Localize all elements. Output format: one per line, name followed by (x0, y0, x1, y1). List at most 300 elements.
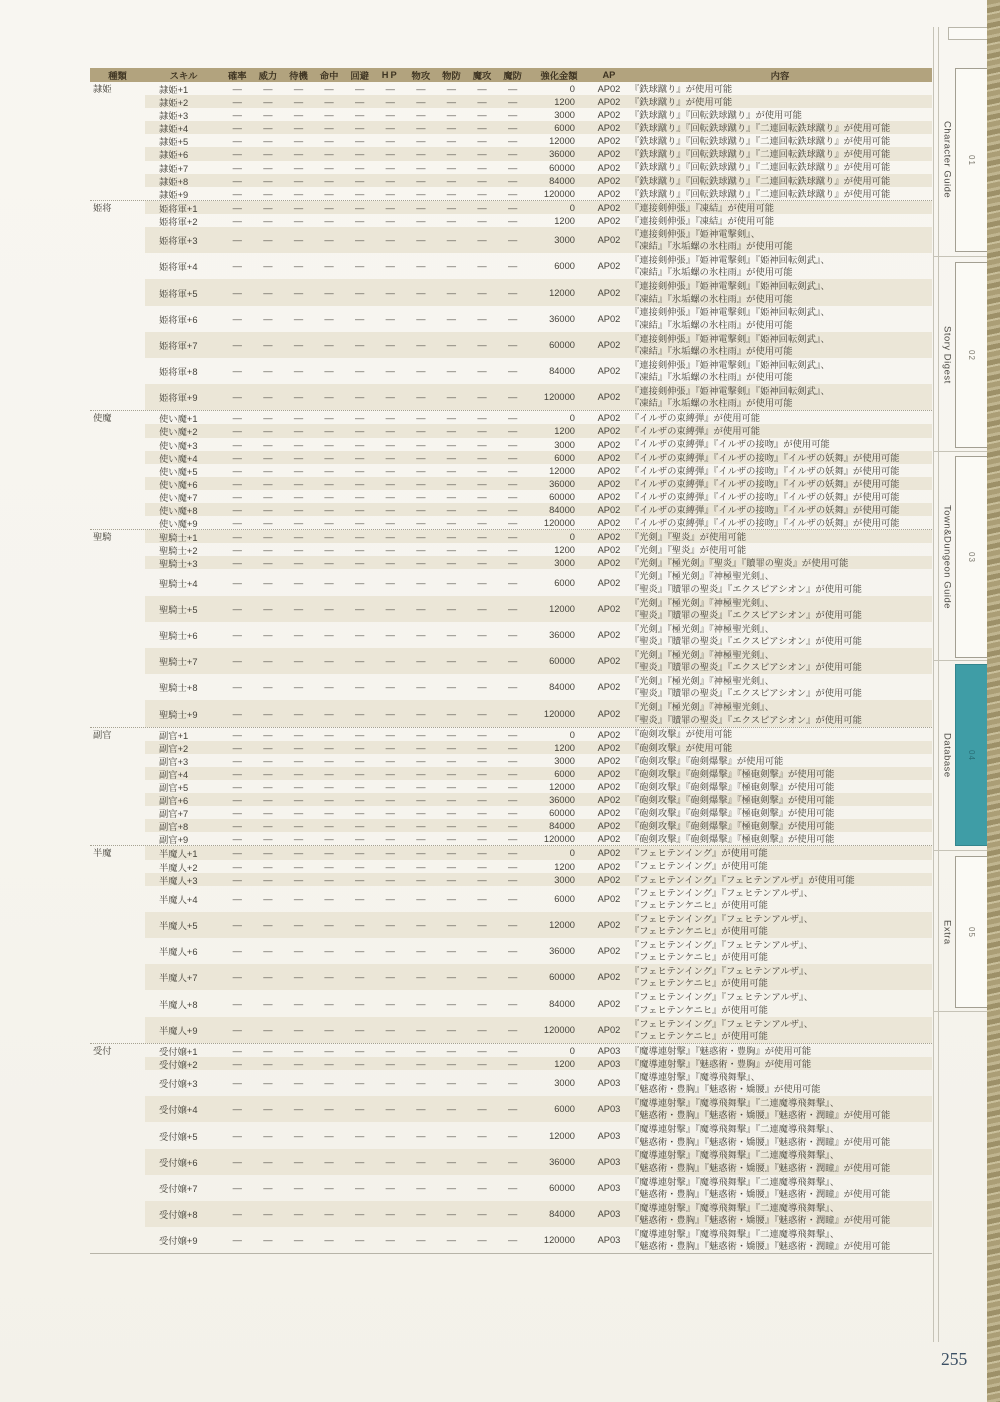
stat-cell: — (263, 175, 273, 186)
content-line: 『フェヒテンイング』『フェヒテンアルザ』、 (629, 992, 813, 1003)
stat-cell: — (324, 518, 334, 529)
ap-cell: AP03 (597, 1182, 621, 1193)
stat-cell: — (293, 366, 304, 377)
stat-cell: — (355, 1024, 365, 1035)
cost-cell: 0 (569, 84, 575, 94)
table-row (145, 174, 932, 187)
tab-separator (933, 660, 991, 661)
stat-cell: — (232, 603, 242, 614)
cost-cell: 60000 (549, 1182, 575, 1193)
stat-cell: — (232, 491, 242, 502)
stat-cell: — (355, 893, 365, 904)
stat-cell: — (416, 1045, 426, 1056)
cost-cell: 84000 (549, 821, 575, 832)
stat-cell: — (446, 1045, 457, 1056)
stat-cell: — (446, 215, 457, 226)
content-cell (628, 833, 932, 845)
stat-cell: — (232, 834, 242, 845)
stat-cell: — (232, 1182, 242, 1193)
stat-cell: — (355, 505, 365, 515)
skill-cell: 聖騎士+7 (159, 657, 198, 668)
stat-cell: — (355, 558, 365, 569)
stat-cell: — (324, 768, 334, 779)
stat-cell: — (416, 366, 426, 377)
skill-cell: 受付嬢+1 (159, 1046, 198, 1057)
stat-cell: — (416, 413, 426, 424)
stat-cell: — (507, 577, 518, 588)
stat-cell: — (446, 848, 457, 859)
stat-cell: — (355, 1235, 365, 1246)
content-line: 『鉄球蹴り』『回転鉄球蹴り』『二連回転鉄球蹴り』が使用可能 (629, 188, 891, 199)
content-line: 『連接剣伸張』『姫神電撃剣』『姫神回転剣武』、 (629, 307, 830, 318)
content-cell (628, 148, 932, 160)
content-line: 『魔導連射撃』『魅惑術・豊胸』が使用可能 (629, 1058, 812, 1069)
stat-cell: — (293, 821, 304, 832)
stat-cell: — (355, 848, 365, 859)
ap-cell: AP02 (597, 439, 621, 450)
skill-cell: 半魔人+4 (159, 894, 198, 905)
content-line: 『魔導連射撃』『魔導飛舞撃』『二連魔導飛舞撃』、 (629, 1229, 840, 1240)
tab-number-box (955, 664, 988, 846)
content-cell (628, 781, 932, 793)
content-line: 『聖炎』『贖罪の聖炎』『エクスピアシオン』が使用可能 (629, 609, 862, 620)
stat-cell: — (293, 558, 304, 569)
stat-cell: — (263, 682, 273, 693)
cost-cell: 1200 (554, 545, 575, 556)
stat-cell: — (416, 235, 426, 246)
ap-cell: AP02 (597, 781, 621, 792)
stat-cell: — (355, 1058, 365, 1069)
content-line: 『鉄球蹴り』『回転鉄球蹴り』『二連回転鉄球蹴り』が使用可能 (629, 175, 891, 186)
stat-cell: — (446, 478, 457, 489)
stat-cell: — (324, 175, 334, 186)
content-line: 『砲剣攻撃』『砲剣爆撃』が使用可能 (629, 755, 784, 766)
stat-cell: — (232, 1130, 242, 1141)
stat-cell: — (385, 175, 395, 186)
ap-cell: AP03 (597, 1130, 621, 1141)
stat-cell: — (507, 545, 518, 556)
stat-cell: — (446, 545, 457, 556)
stat-cell: — (385, 1209, 395, 1220)
stat-cell: — (477, 392, 487, 403)
content-line: 『光剣』『極光剣』『神極聖光剣』、 (629, 649, 775, 660)
skill-cell: 姫将軍+6 (159, 314, 198, 325)
stat-cell: — (416, 603, 426, 614)
table-row (145, 596, 932, 622)
skill-cell: 副官+8 (159, 822, 189, 833)
ap-cell: AP02 (597, 998, 621, 1009)
table-row (145, 121, 932, 134)
content-cell (628, 820, 932, 832)
stat-cell: — (232, 188, 242, 199)
stat-cell: — (446, 795, 457, 806)
stat-cell: — (416, 1156, 426, 1167)
cost-cell: 84000 (549, 505, 575, 515)
stat-cell: — (293, 1104, 304, 1115)
stat-cell: — (477, 998, 487, 1009)
stat-cell: — (324, 1209, 334, 1220)
ap-cell: AP02 (597, 946, 621, 957)
stat-cell: — (324, 439, 334, 450)
cost-cell: 1200 (554, 742, 575, 753)
stat-cell: — (446, 313, 457, 324)
tab-label: Extra (941, 919, 953, 945)
stat-cell: — (293, 577, 304, 588)
skill-cell: 姫将軍+1 (159, 203, 198, 214)
cost-cell: 6000 (554, 577, 575, 588)
stat-cell: — (477, 821, 487, 832)
table-row (145, 780, 932, 793)
ap-cell: AP02 (597, 532, 621, 543)
stat-cell: — (507, 413, 518, 424)
content-cell (628, 570, 932, 594)
content-line: 『魅惑術・豊胸』『魅惑術・嬌腰』『魅惑術・潤瞳』が使用可能 (629, 1215, 891, 1226)
stat-cell: — (507, 518, 518, 529)
stat-cell: — (416, 313, 426, 324)
stat-cell: — (446, 1182, 457, 1193)
ap-cell: AP02 (597, 392, 621, 403)
content-cell (628, 807, 932, 819)
stat-cell: — (507, 465, 518, 476)
stat-cell: — (324, 1182, 334, 1193)
stat-cell: — (232, 123, 242, 134)
stat-cell: — (293, 920, 304, 930)
stat-cell: — (416, 188, 426, 199)
stat-cell: — (446, 768, 457, 779)
content-line: 『砲剣攻撃』『砲剣爆撃』『極砲剣撃』が使用可能 (629, 821, 835, 832)
skill-cell: 姫将軍+9 (159, 393, 198, 404)
skill-cell: 副官+9 (159, 835, 189, 846)
header-cell-14: 内容 (770, 71, 790, 81)
stat-cell: — (416, 972, 426, 983)
group-type-label: 受付 (93, 1045, 112, 1056)
skill-table-body (90, 82, 932, 1253)
stat-cell: — (507, 202, 518, 213)
stat-cell: — (385, 629, 395, 640)
skill-cell: 使い魔+1 (159, 414, 198, 425)
stat-cell: — (355, 742, 365, 753)
stat-cell: — (385, 1024, 395, 1035)
stat-cell: — (232, 413, 242, 424)
stat-cell: — (293, 781, 304, 792)
content-line: 『連接剣伸張』『姫神電撃剣』『姫神回転剣武』、 (629, 281, 830, 292)
stat-cell: — (263, 149, 273, 160)
stat-cell: — (263, 202, 273, 213)
stat-cell: — (385, 946, 395, 957)
content-line: 『鉄球蹴り』『回転鉄球蹴り』『二連回転鉄球蹴り』が使用可能 (629, 162, 891, 173)
content-line: 『イルザの束縛弾』『イルザの接吻』『イルザの妖舞』が使用可能 (629, 452, 900, 463)
stat-cell: — (263, 123, 273, 134)
tab-separator (933, 850, 991, 851)
cost-cell: 12000 (549, 920, 575, 930)
stat-cell: — (385, 366, 395, 377)
stat-cell: — (355, 834, 365, 845)
stat-cell: — (232, 781, 242, 792)
stat-cell: — (446, 1058, 457, 1069)
group-rows (145, 846, 932, 1042)
stat-cell: — (355, 287, 365, 298)
ap-cell: AP02 (597, 339, 621, 350)
stat-cell: — (293, 188, 304, 199)
ap-cell: AP02 (597, 729, 621, 740)
stat-cell: — (355, 465, 365, 476)
stat-cell: — (446, 188, 457, 199)
stat-cell: — (385, 1045, 395, 1056)
stat-cell: — (263, 532, 273, 543)
stat-cell: — (446, 97, 457, 108)
skill-cell: 隷姫+6 (159, 150, 189, 161)
stat-cell: — (507, 366, 518, 377)
stat-cell: — (385, 708, 395, 719)
stat-cell: — (293, 261, 304, 272)
stat-cell: — (263, 97, 273, 108)
ap-cell: AP02 (597, 202, 621, 213)
table-row (145, 227, 932, 253)
table-row (145, 1070, 932, 1096)
stat-cell: — (324, 834, 334, 845)
stat-cell: — (416, 946, 426, 957)
stat-cell: — (263, 946, 273, 957)
content-line: 『フェヒテンケニヒ』が使用可能 (629, 1030, 768, 1041)
stat-cell: — (385, 577, 395, 588)
ap-cell: AP03 (597, 1209, 621, 1220)
stat-cell: — (385, 861, 395, 872)
stat-cell: — (477, 235, 487, 246)
stat-cell: — (477, 123, 487, 134)
content-cell (628, 965, 932, 989)
stat-cell: — (477, 629, 487, 640)
stat-cell: — (446, 426, 457, 437)
stat-cell: — (477, 1024, 487, 1035)
cost-cell: 120000 (543, 518, 575, 529)
stat-cell: — (355, 426, 365, 437)
header-cell-11: 魔防 (503, 71, 522, 81)
header-cell-3: 威力 (258, 71, 278, 81)
stat-cell: — (293, 972, 304, 983)
stat-cell: — (507, 742, 518, 753)
stat-cell: — (416, 874, 426, 885)
stat-cell: — (355, 603, 365, 614)
table-row (145, 1227, 932, 1253)
stat-cell: — (232, 465, 242, 476)
stat-cell: — (507, 1156, 518, 1167)
stat-cell: — (232, 755, 242, 766)
content-cell (628, 991, 932, 1015)
content-line: 『イルザの束縛弾』『イルザの接吻』『イルザの妖舞』が使用可能 (629, 517, 900, 528)
ap-cell: AP02 (597, 808, 621, 819)
stat-cell: — (477, 861, 487, 872)
table-row (145, 253, 932, 279)
content-line: 『凍結』『氷垢螺の氷柱雨』が使用可能 (629, 267, 793, 278)
stat-cell: — (477, 1078, 487, 1089)
stat-cell: — (293, 215, 304, 226)
stat-cell: — (507, 175, 518, 186)
ap-cell: AP02 (597, 893, 621, 904)
stat-cell: — (232, 795, 242, 806)
stat-cell: — (446, 682, 457, 693)
stat-cell: — (355, 682, 365, 693)
cost-cell: 6000 (554, 452, 575, 463)
stat-cell: — (293, 413, 304, 424)
stat-cell: — (385, 392, 395, 403)
stat-cell: — (446, 834, 457, 845)
stat-cell: — (232, 1058, 242, 1069)
ap-cell: AP02 (597, 795, 621, 806)
content-cell (628, 1176, 932, 1200)
cost-cell: 12000 (549, 603, 575, 614)
content-line: 『鉄球蹴り』が使用可能 (629, 83, 733, 94)
content-cell (628, 333, 932, 357)
stat-cell: — (293, 149, 304, 160)
stat-cell: — (324, 729, 334, 740)
stat-cell: — (232, 313, 242, 324)
content-cell (628, 742, 932, 754)
ap-cell: AP02 (597, 366, 621, 377)
cost-cell: 36000 (549, 478, 575, 489)
content-cell (628, 544, 932, 556)
skill-cell: 姫将軍+2 (159, 216, 198, 227)
content-line: 『フェヒテンイング』『フェヒテンアルザ』、 (629, 1018, 813, 1029)
tab-number-box (955, 456, 988, 658)
stat-cell: — (385, 795, 395, 806)
stat-cell: — (507, 834, 518, 845)
group-type-label: 使魔 (93, 413, 112, 424)
content-line: 『光剣』『極光剣』『神極聖光剣』、 (629, 571, 775, 582)
table-row (145, 1044, 932, 1057)
skill-cell: 隷姫+8 (159, 176, 189, 187)
stat-cell: — (446, 656, 457, 667)
stat-cell: — (355, 808, 365, 819)
stat-cell: — (324, 235, 334, 246)
content-line: 『魅惑術・豊胸』『魅惑術・嬌腰』が使用可能 (629, 1084, 821, 1095)
stat-cell: — (324, 742, 334, 753)
skill-cell: 姫将軍+4 (159, 262, 198, 273)
content-cell (628, 557, 932, 569)
stat-cell: — (446, 874, 457, 885)
stat-cell: — (477, 755, 487, 766)
group-type-label: 副官 (93, 729, 112, 740)
stat-cell: — (355, 577, 365, 588)
stat-cell: — (355, 261, 365, 272)
stat-cell: — (355, 656, 365, 667)
stat-cell: — (232, 1156, 242, 1167)
stat-cell: — (416, 1130, 426, 1141)
stat-cell: — (416, 781, 426, 792)
stat-cell: — (355, 861, 365, 872)
stat-cell: — (355, 202, 365, 213)
stat-cell: — (324, 558, 334, 569)
stat-cell: — (477, 768, 487, 779)
stat-cell: — (263, 768, 273, 779)
content-cell (628, 412, 932, 424)
content-line: 『光剣』『聖炎』が使用可能 (629, 532, 747, 543)
cost-cell: 1200 (554, 1058, 575, 1069)
stat-cell: — (324, 874, 334, 885)
stat-cell: — (385, 339, 395, 350)
content-line: 『フェヒテンイング』『フェヒテンアルザ』、 (629, 966, 813, 977)
content-cell (628, 1018, 932, 1042)
content-cell (628, 1058, 932, 1070)
stat-cell: — (416, 202, 426, 213)
stat-cell: — (416, 729, 426, 740)
stat-cell: — (263, 795, 273, 806)
ap-cell: AP02 (597, 848, 621, 859)
stat-cell: — (446, 261, 457, 272)
stat-cell: — (507, 532, 518, 543)
cost-cell: 60000 (549, 656, 575, 667)
stat-cell: — (263, 1235, 273, 1246)
skill-cell: 使い魔+4 (159, 453, 198, 464)
table-header (90, 68, 932, 82)
cost-cell: 0 (569, 729, 575, 740)
stat-cell: — (355, 1130, 365, 1141)
stat-cell: — (385, 136, 395, 147)
stat-cell: — (324, 188, 334, 199)
stat-cell: — (232, 235, 242, 246)
content-cell (628, 1045, 932, 1057)
skill-cell: 副官+6 (159, 796, 189, 807)
stat-cell: — (232, 261, 242, 272)
stat-cell: — (263, 110, 273, 121)
ap-cell: AP03 (597, 1235, 621, 1246)
table-row (145, 767, 932, 780)
stat-cell: — (446, 893, 457, 904)
cost-cell: 12000 (549, 465, 575, 476)
content-cell (628, 452, 932, 464)
stat-cell: — (416, 1182, 426, 1193)
cost-cell: 3000 (554, 235, 575, 246)
stat-cell: — (324, 682, 334, 693)
table-row (145, 1149, 932, 1175)
stat-cell: — (507, 188, 518, 199)
skill-group (90, 1043, 932, 1254)
stat-cell: — (293, 874, 304, 885)
table-row (145, 873, 932, 886)
stat-cell: — (324, 577, 334, 588)
stat-cell: — (385, 920, 395, 930)
stat-cell: — (355, 413, 365, 424)
stat-cell: — (507, 215, 518, 226)
group-type-label: 姫将 (93, 202, 112, 213)
stat-cell: — (293, 629, 304, 640)
cost-cell: 12000 (549, 781, 575, 792)
stat-cell: — (446, 1104, 457, 1115)
stat-cell: — (477, 1045, 487, 1056)
stat-cell: — (446, 136, 457, 147)
stat-cell: — (324, 861, 334, 872)
stat-cell: — (446, 1130, 457, 1141)
stat-cell: — (263, 1209, 273, 1220)
cost-cell: 36000 (549, 313, 575, 324)
content-line: 『光剣』『聖炎』が使用可能 (629, 545, 747, 556)
cost-cell: 120000 (543, 834, 575, 845)
stat-cell: — (293, 946, 304, 957)
stat-cell: — (507, 84, 518, 94)
cost-cell: 60000 (549, 339, 575, 350)
stat-cell: — (416, 261, 426, 272)
stat-cell: — (263, 1182, 273, 1193)
skill-cell: 聖騎士+2 (159, 546, 198, 557)
skill-cell: 受付嬢+7 (159, 1183, 198, 1194)
stat-cell: — (263, 84, 273, 94)
stat-cell: — (507, 1058, 518, 1069)
table-row (145, 648, 932, 674)
stat-cell: — (416, 123, 426, 134)
header-cell-7: HP (381, 70, 399, 80)
cost-cell: 6000 (554, 768, 575, 779)
content-cell (628, 306, 932, 330)
stat-cell: — (263, 136, 273, 147)
